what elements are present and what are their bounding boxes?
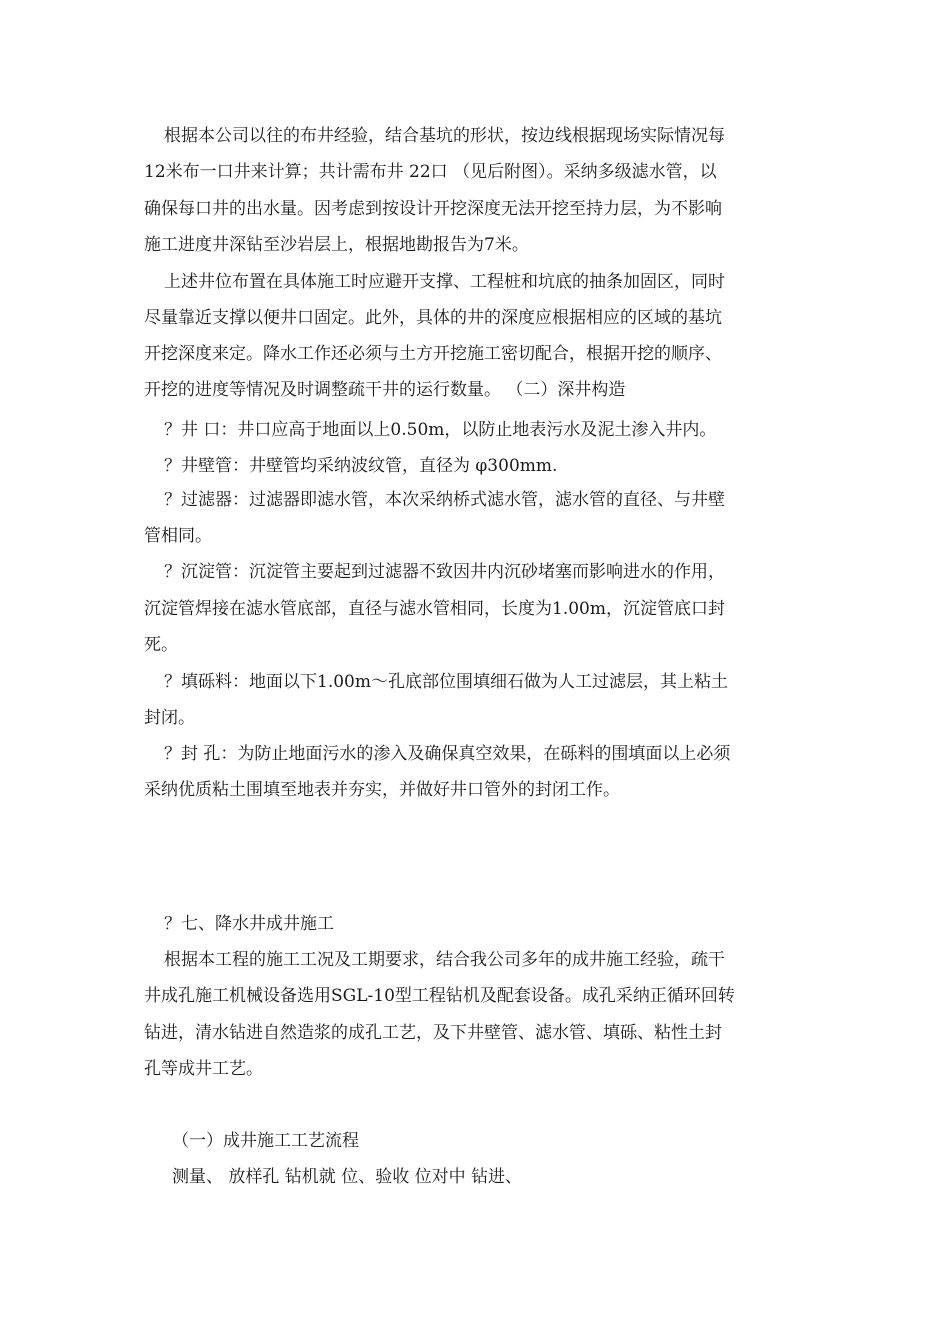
paragraph-3-line-3: 钻进，清水钻进自然造浆的成孔工艺，及下井壁管、滤水管、填砾、粘性土封	[144, 1023, 722, 1043]
item-gravel-fill-line-1: ？填砾料：地面以下1.00m～孔底部位围填细石做为人工过滤层，其上粘土	[164, 672, 728, 692]
item-sediment-pipe-line-2: 沉淀管焊接在滤水管底部，直径与滤水管相同，长度为1.00m，沉淀管底口封	[144, 599, 725, 619]
item-filter-line-2: 管相同。	[144, 526, 212, 546]
item-well-mouth: ？井 口：井口应高于地面以上0.50m，以防止地表污水及泥土渗入井内。	[164, 420, 717, 440]
item-seal-hole-line-1: ？封 孔：为防止地面污水的渗入及确保真空效果，在砾料的围填面以上必须	[164, 744, 731, 764]
paragraph-3-line-1: 根据本工程的施工工况及工期要求，结合我公司多年的成井施工经验，疏干	[164, 950, 725, 970]
item-filter-line-1: ？过滤器：过滤器即滤水管，本次采纳桥式滤水管，滤水管的直径、与井壁	[164, 490, 725, 510]
subsection-heading-1: （一）成井施工工艺流程	[172, 1131, 359, 1151]
item-well-casing: ？井壁管：井壁管均采纳波纹管，直径为 φ300mm.	[164, 456, 558, 476]
paragraph-2-line-2: 尽量靠近支撑以便井口固定。此外，具体的井的深度应根据相应的区域的基坑	[144, 308, 722, 328]
paragraph-1-line-2: 12米布一口井来计算；共计需布井 22口 （见后附图）。采纳多级滤水管，以	[144, 162, 717, 182]
paragraph-3-line-4: 孔等成井工艺。	[144, 1059, 263, 1079]
paragraph-1-line-4: 施工进度井深钻至沙岩层上，根据地勘报告为7米。	[144, 235, 529, 255]
section-heading-7: ？七、降水井成井施工	[164, 914, 334, 934]
item-gravel-fill-line-2: 封闭。	[144, 708, 195, 728]
item-seal-hole-line-2: 采纳优质粘土围填至地表并夯实，并做好井口管外的封闭工作。	[144, 780, 620, 800]
paragraph-1-line-3: 确保每口井的出水量。因考虑到按设计开挖深度无法开挖至持力层，为不影响	[144, 199, 722, 219]
process-flow-line: 测量、 放样孔 钻机就 位、验收 位对中 钻进、	[172, 1167, 523, 1187]
paragraph-1-line-1: 根据本公司以往的布井经验，结合基坑的形状，按边线根据现场实际情况每	[164, 126, 725, 146]
item-sediment-pipe-line-1: ？沉淀管：沉淀管主要起到过滤器不致因井内沉砂堵塞而影响进水的作用，	[164, 562, 725, 582]
paragraph-2-line-3: 开挖深度来定。降水工作还必须与土方开挖施工密切配合，根据开挖的顺序、	[144, 344, 722, 364]
paragraph-2-line-1: 上述井位布置在具体施工时应避开支撑、工程桩和坑底的抽条加固区，同时	[164, 272, 725, 292]
item-sediment-pipe-line-3: 死。	[144, 635, 178, 655]
paragraph-3-line-2: 井成孔施工机械设备选用SGL-10型工程钻机及配套设备。成孔采纳正循环回转	[144, 986, 735, 1006]
paragraph-2-line-4: 开挖的进度等情况及时调整疏干井的运行数量。 （二）深井构造	[144, 380, 626, 400]
